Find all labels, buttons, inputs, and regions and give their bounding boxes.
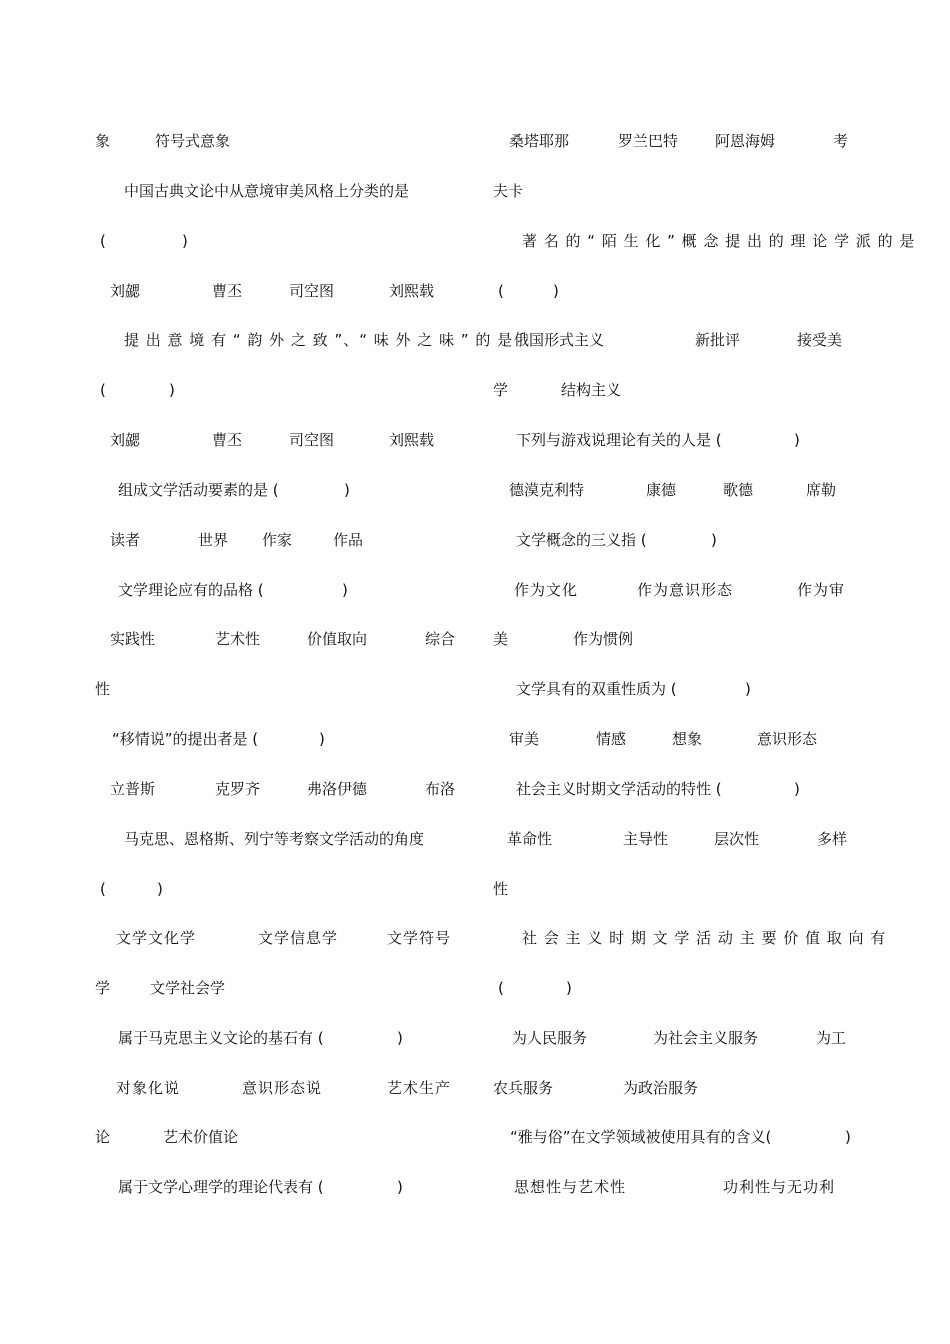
text-segment: 农兵服务 — [493, 1079, 554, 1097]
option-text: 审美 — [509, 730, 540, 748]
bracket-close: ) — [157, 880, 163, 898]
option-text: 主导性 — [623, 830, 669, 848]
bracket-close: ) — [566, 979, 572, 997]
bracket-open: ( — [498, 282, 504, 300]
text-segment: 结构主义 — [561, 381, 622, 399]
option-text: 克罗齐 — [215, 780, 261, 798]
question-text: 下列与游戏说理论有关的人是 ( — [516, 431, 722, 449]
option-text: 为社会主义服务 — [653, 1029, 759, 1047]
option-text: 价值取向 — [307, 630, 368, 648]
option-text: 新批评 — [695, 331, 741, 349]
question-text: 属于马克思主义文论的基石有 ( — [118, 1029, 324, 1047]
bracket-close: ) — [794, 780, 800, 798]
option-text: 作为意识形态 — [637, 581, 734, 599]
option-text: 歌德 — [723, 481, 754, 499]
option-text: 刘勰 — [110, 282, 141, 300]
bracket-close: ) — [794, 431, 800, 449]
question-text: 属于文学心理学的理论代表有 ( — [118, 1178, 324, 1196]
option-text: 布洛 — [425, 780, 456, 798]
option-text: 作为审 — [797, 581, 846, 599]
option-text: 艺术生产 — [387, 1079, 452, 1097]
option-text: 刘勰 — [110, 431, 141, 449]
question-text: 社会主义时期文学活动的特性 ( — [516, 780, 722, 798]
option-text: 弗洛伊德 — [307, 780, 368, 798]
option-text: 为工 — [816, 1029, 847, 1047]
bracket-close: ) — [553, 282, 559, 300]
text-segment: 性 — [493, 880, 509, 898]
option-text: 司空图 — [289, 431, 335, 449]
question-text: 文学理论应有的品格 ( — [118, 581, 264, 599]
option-text: 刘熙载 — [389, 431, 435, 449]
text-segment: 论 — [95, 1128, 111, 1146]
question-text: 提 出 意 境 有 “ 韵 外 之 致 ”、“ 味 外 之 味 ” 的 是 — [124, 331, 514, 349]
text-segment: 美 — [493, 630, 509, 648]
option-text: 席勒 — [806, 481, 837, 499]
option-text: 层次性 — [714, 830, 760, 848]
text-segment: 作为惯例 — [573, 630, 634, 648]
bracket-close: ) — [711, 531, 717, 549]
question-text: 文学具有的双重性质为 ( — [516, 680, 677, 698]
option-text: 罗兰巴特 — [618, 132, 679, 150]
text-segment: 符号式意象 — [155, 132, 231, 150]
text-segment: 文学社会学 — [150, 979, 226, 997]
bracket-close: ) — [342, 581, 348, 599]
option-text: 康德 — [646, 481, 677, 499]
option-text: 曹丕 — [212, 282, 243, 300]
option-text: 文学符号 — [387, 929, 452, 947]
option-text: 实践性 — [110, 630, 156, 648]
option-text: 德漠克利特 — [509, 481, 585, 499]
option-text: 文学文化学 — [116, 929, 197, 947]
bracket-close: ) — [169, 381, 175, 399]
question-text: 中国古典文论中从意境审美风格上分类的是 — [124, 182, 410, 200]
option-text: 曹丕 — [212, 431, 243, 449]
option-text: 作为文化 — [514, 581, 579, 599]
bracket-open: ( — [100, 880, 106, 898]
bracket-close: ) — [182, 232, 188, 250]
option-text: 多样 — [817, 830, 848, 848]
option-text: 功利性与无功利 — [723, 1178, 836, 1196]
option-text: 艺术性 — [215, 630, 261, 648]
option-text: 作品 — [333, 531, 364, 549]
option-text: 为人民服务 — [512, 1029, 588, 1047]
option-text: 对象化说 — [116, 1079, 181, 1097]
option-text: 情感 — [596, 730, 627, 748]
bracket-open: ( — [100, 232, 106, 250]
option-text: 文学信息学 — [258, 929, 339, 947]
question-text: 著 名 的 “ 陌 生 化 ” 概 念 提 出 的 理 论 学 派 的 是 — [522, 232, 916, 250]
text-segment: 为政治服务 — [623, 1079, 699, 1097]
option-text: 意识形态说 — [242, 1079, 323, 1097]
bracket-open: ( — [498, 979, 504, 997]
text-segment: 学 — [493, 381, 509, 399]
question-text: “雅与俗”在文学领域被使用具有的含义( — [510, 1128, 772, 1146]
bracket-close: ) — [344, 481, 350, 499]
option-text: 司空图 — [289, 282, 335, 300]
option-text: 想象 — [672, 730, 703, 748]
option-text: 革命性 — [507, 830, 553, 848]
text-segment: 象 — [95, 132, 111, 150]
question-text: 文学概念的三义指 ( — [516, 531, 647, 549]
option-text: 意识形态 — [757, 730, 818, 748]
option-text: 接受美 — [797, 331, 843, 349]
bracket-close: ) — [319, 730, 325, 748]
text-segment: 学 — [95, 979, 111, 997]
option-text: 立普斯 — [110, 780, 156, 798]
question-text: 社 会 主 义 时 期 文 学 活 动 主 要 价 值 取 向 有 — [522, 929, 887, 947]
text-segment: 夫卡 — [493, 182, 524, 200]
option-text: 世界 — [198, 531, 229, 549]
option-text: 刘熙载 — [389, 282, 435, 300]
question-text: “移情说”的提出者是 ( — [112, 730, 259, 748]
option-text: 综合 — [425, 630, 456, 648]
bracket-open: ( — [100, 381, 106, 399]
option-text: 思想性与艺术性 — [514, 1178, 627, 1196]
option-text: 读者 — [110, 531, 141, 549]
question-text: 马克思、恩格斯、列宁等考察文学活动的角度 — [124, 830, 425, 848]
question-text: 组成文学活动要素的是 ( — [118, 481, 279, 499]
bracket-close: ) — [745, 680, 751, 698]
text-segment: 艺术价值论 — [163, 1128, 239, 1146]
option-text: 桑塔耶那 — [509, 132, 570, 150]
text-segment: 性 — [95, 680, 111, 698]
bracket-close: ) — [397, 1029, 403, 1047]
bracket-close: ) — [845, 1128, 851, 1146]
option-text: 俄国形式主义 — [514, 331, 605, 349]
bracket-close: ) — [397, 1178, 403, 1196]
option-text: 考 — [833, 132, 849, 150]
option-text: 作家 — [262, 531, 293, 549]
option-text: 阿恩海姆 — [715, 132, 776, 150]
